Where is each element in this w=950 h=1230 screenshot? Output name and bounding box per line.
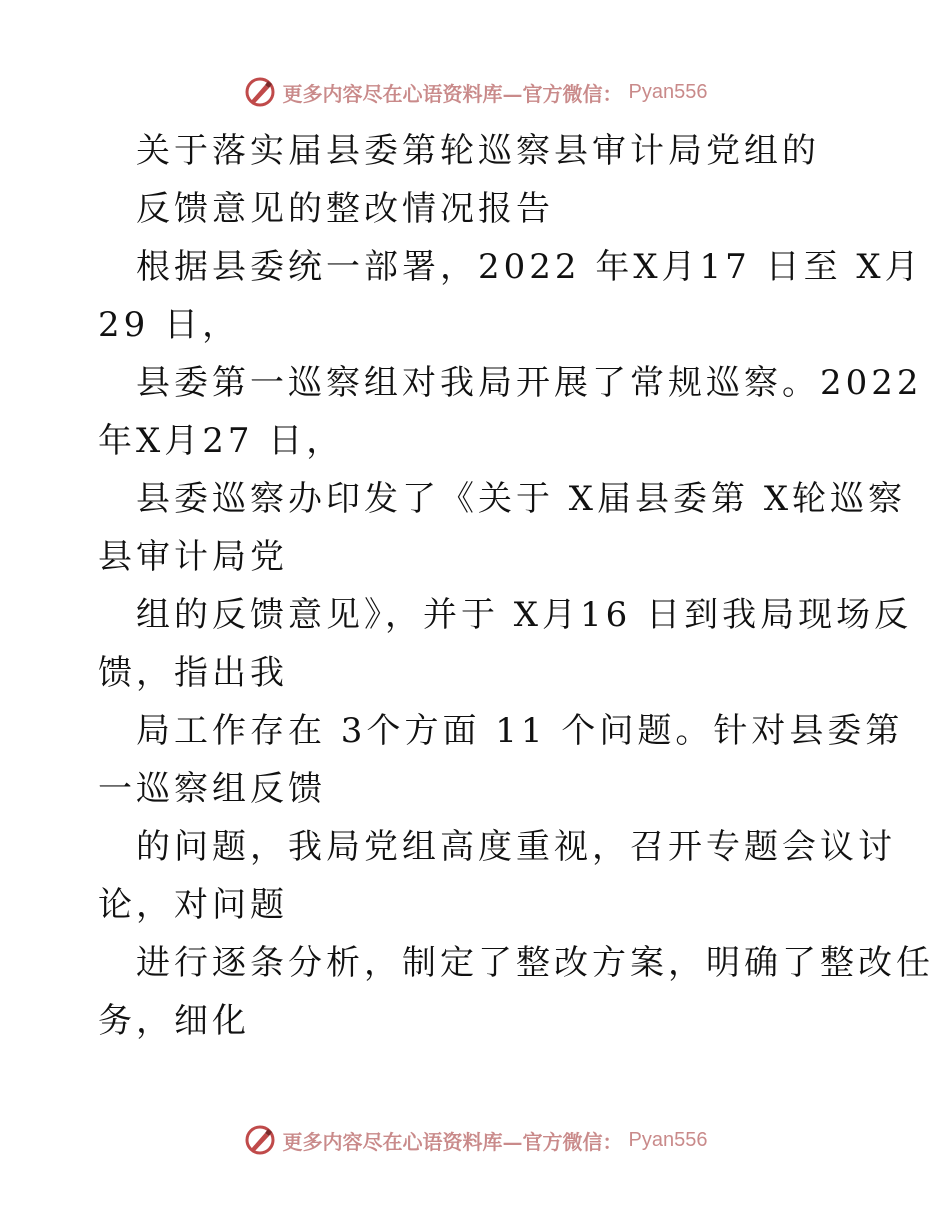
watermark-text: 更多内容尽在心语资料库—官方微信：	[282, 81, 623, 106]
pen-logo-icon	[243, 1123, 277, 1157]
text-line: 进行逐条分析，制定了整改方案，明确了整改任	[136, 943, 934, 983]
watermark-id: Pyan556	[628, 1128, 708, 1151]
text-line: 务，细化	[98, 1001, 250, 1041]
watermark-text: 更多内容尽在心语资料库—官方微信：	[282, 1129, 623, 1154]
text-line: 组的反馈意见》，并于 X月16 日到我局现场反	[136, 595, 913, 635]
text-line: 根据县委统一部署，2022 年X月17 日至 X月	[136, 247, 923, 287]
text-line: 年X月27 日，	[98, 421, 345, 461]
text-line: 县委巡察办印发了《关于 X届县委第 X轮巡察	[136, 479, 907, 519]
text-line: 县委第一巡察组对我局开展了常规巡察。2022	[136, 363, 923, 403]
text-line: 反馈意见的整改情况报告	[136, 189, 554, 229]
text-line: 馈，指出我	[98, 653, 288, 693]
text-line: 论，对问题	[98, 885, 288, 925]
text-line: 29 日，	[98, 305, 241, 345]
pen-logo-icon	[243, 75, 277, 109]
text-line: 局工作存在 3个方面 11 个问题。针对县委第	[136, 711, 904, 751]
text-line: 关于落实届县委第轮巡察县审计局党组的	[136, 131, 820, 171]
text-line: 一巡察组反馈	[98, 769, 326, 809]
header-watermark	[0, 72, 950, 112]
text-line: 的问题，我局党组高度重视，召开专题会议讨	[136, 827, 896, 867]
document-body	[98, 122, 934, 1050]
text-line: 县审计局党	[98, 537, 288, 577]
watermark-id: Pyan556	[628, 80, 708, 103]
footer-watermark	[0, 1120, 950, 1160]
